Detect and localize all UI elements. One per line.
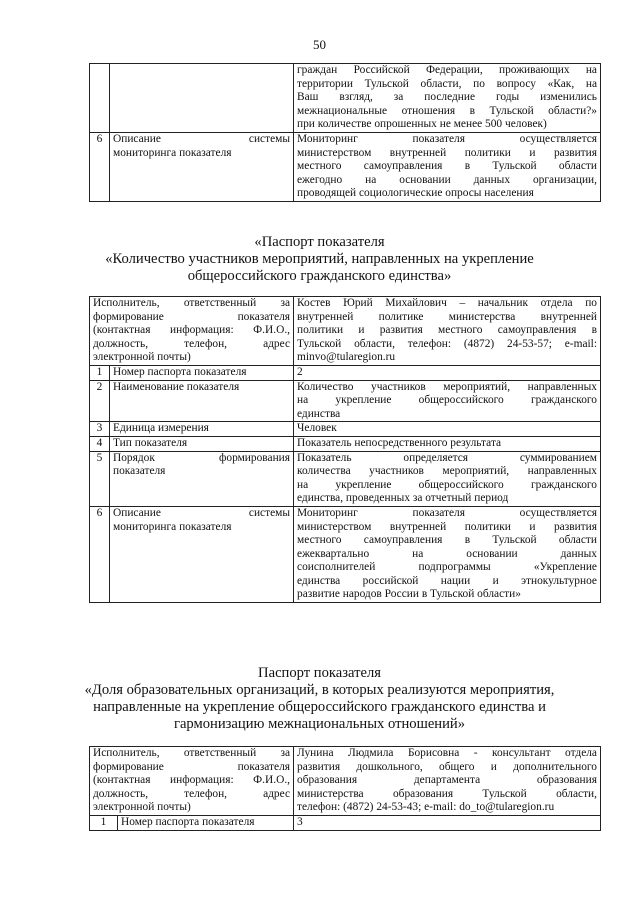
row-number: 1 <box>90 815 118 830</box>
executor-row <box>90 297 601 366</box>
row-value: Мониторинг показателя осуществляется министерством внутренней политики и развития местного самоуправления в Тульской области ежегодно на основании данных организации, проводящей социологические опросы населения <box>294 132 601 201</box>
passport-2-table <box>89 746 601 831</box>
table-row <box>90 132 601 201</box>
passport-1-title: «Паспорт показателя «Количество участников мероприятий, направленных на укрепление общероссийского гражданского единства» <box>105 234 534 284</box>
row-number: 6 <box>90 132 110 201</box>
page-number: 50 <box>313 37 326 52</box>
passport-1-table <box>89 296 601 603</box>
table-row <box>90 451 601 506</box>
table-row <box>90 64 601 133</box>
table-row <box>90 422 601 437</box>
row-value: Показатель непосредственного результата <box>294 436 601 451</box>
table-row <box>90 506 601 602</box>
executor-value: Костев Юрий Михайлович – начальник отдела по внутренней политике министерства внутренней политики и развития местного самоуправления в Тульской области, телефон: (4872) 24-53-57; e-mail: minvo@tularegion.ru <box>294 297 601 366</box>
executor-row <box>90 747 601 816</box>
row-label: Тип показателя <box>110 436 294 451</box>
executor-label: Исполнитель, ответственный за формирование показателя (контактная информация: Ф.И.О., должность, телефон, адрес электронной почты) <box>90 297 294 366</box>
executor-value: Лунина Людмила Борисовна - консультант отдела развития дошкольного, общего и дополнительного образования департамента образования министерства образования Тульской области, телефон: (4872) 24-53-43; e-mail: do_to@tularegion.ru <box>294 747 601 816</box>
row-value: Мониторинг показателя осуществляется министерством внутренней политики и развития местного самоуправления в Тульской области ежеквартально на основании данных соисполнителей подпрограммы «Укрепление единства российской нации и этнокультурное развитие народов России в Тульской области» <box>294 506 601 602</box>
row-value: Количество участников мероприятий, направленных на укрепление общероссийского гражданского единства <box>294 380 601 422</box>
row-value: Человек <box>294 422 601 437</box>
row-number: 4 <box>90 436 110 451</box>
executor-label: Исполнитель, ответственный за формирование показателя (контактная информация: Ф.И.О., должность, телефон, адрес электронной почты) <box>90 747 294 816</box>
row-label: Описание системы мониторинга показателя <box>110 506 294 602</box>
row-label: Единица измерения <box>110 422 294 437</box>
row-number: 2 <box>90 380 110 422</box>
continuation-table <box>89 63 601 202</box>
table-row <box>90 436 601 451</box>
row-number: 1 <box>90 365 110 380</box>
row-value: Показатель определяется суммированием количества участников мероприятий, направленных на укрепление общероссийского гражданского единства, проведенных за отчетный период <box>294 451 601 506</box>
row-number: 6 <box>90 506 110 602</box>
row-value: 3 <box>294 815 601 830</box>
table-row <box>90 380 601 422</box>
table-row <box>90 815 601 830</box>
row-label: Номер паспорта показателя <box>110 365 294 380</box>
continued-value-cell: граждан Российской Федерации, проживающих на территории Тульской области, по вопросу «Как, на Ваш взгляд, за последние годы изменились межнациональные отношения в Тульской области?» при количестве опрошенных не менее 500 человек) <box>294 64 601 133</box>
row-label: Наименование показателя <box>110 380 294 422</box>
row-number: 5 <box>90 451 110 506</box>
passport-2-title: Паспорт показателя «Доля образовательных организаций, в которых реализуются мероприятия, направленные на укрепление общероссийского гражданского единства и гармонизацию межнациональных отношений» <box>84 665 555 732</box>
row-label: Номер паспорта показателя <box>118 815 294 830</box>
table-row <box>90 365 601 380</box>
row-label: Порядок формирования показателя <box>110 451 294 506</box>
row-number: 3 <box>90 422 110 437</box>
row-label: Описание системы мониторинга показателя <box>110 132 294 201</box>
row-value: 2 <box>294 365 601 380</box>
